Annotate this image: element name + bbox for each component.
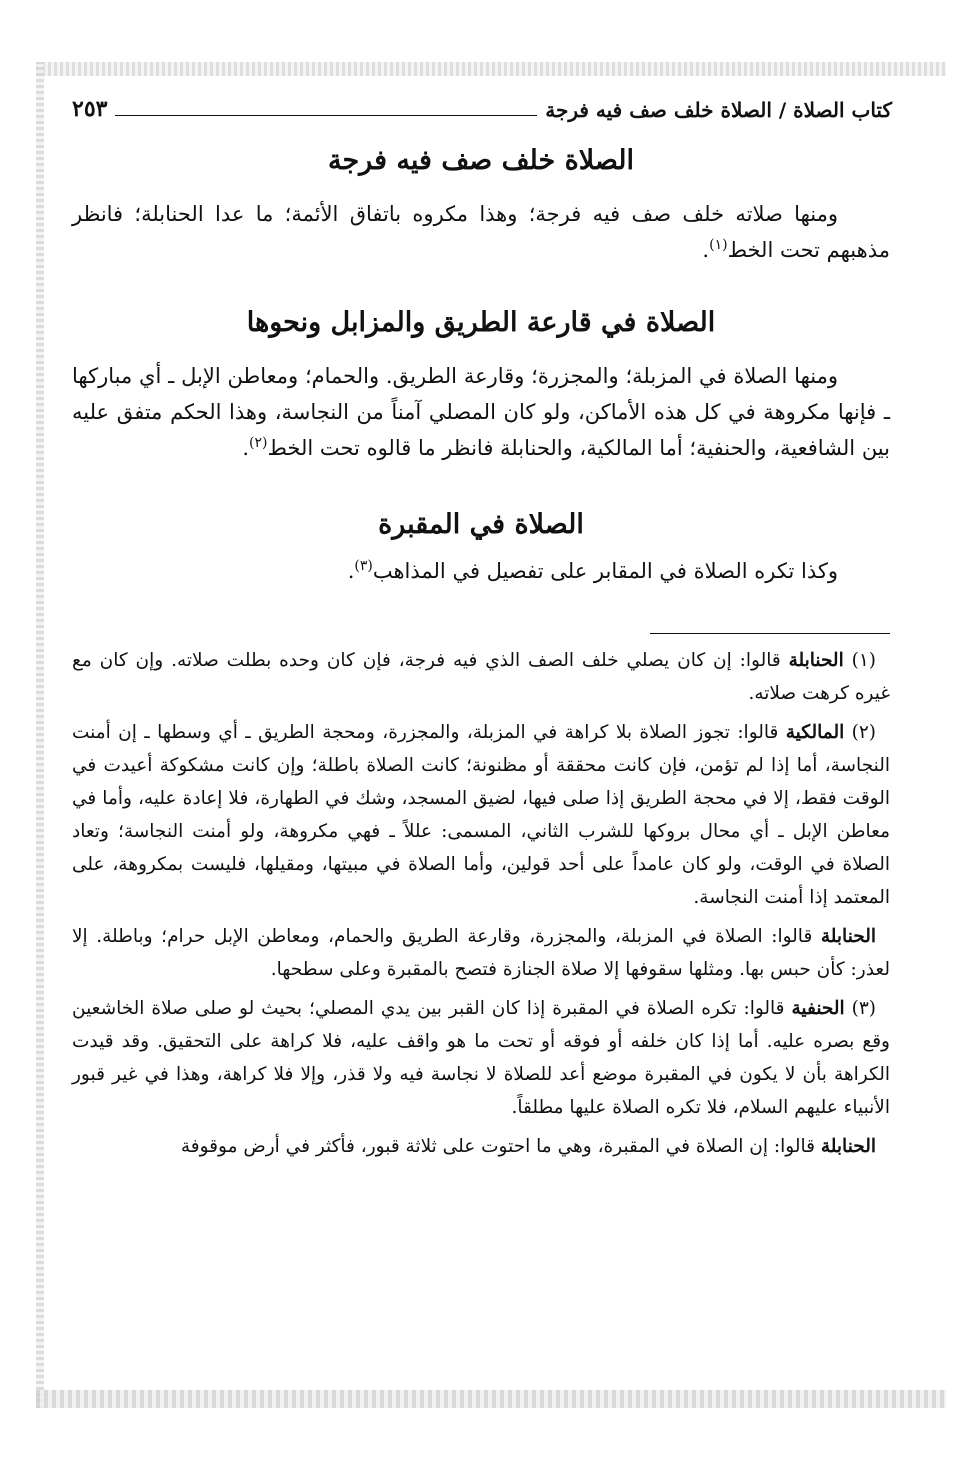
- paragraph-text: وكذا تكره الصلاة في المقابر على تفصيل في المذاهب: [372, 559, 838, 584]
- paragraph-end: .: [242, 435, 250, 460]
- running-header-title: كتاب الصلاة / الصلاة خلف صف فيه فرجة: [545, 98, 892, 122]
- footnote: [72, 644, 890, 710]
- section-paragraph: [72, 196, 890, 268]
- section-heading: الصلاة في قارعة الطريق والمزابل ونحوها: [246, 306, 716, 338]
- paragraph-text: ومنها الصلاة في المزبلة؛ والمجزرة؛ وقارعة الطريق. والحمام؛ ومعاطن الإبل ـ أي مباركها ـ فإنها مكروهة في كل هذه الأماكن، ولو كان المصلي آمناً من النجاسة، وهذا الحكم متفق عليه بين الشافعية، والحنفية؛ أما المالكية، والحنابلة فانظر ما قالوه تحت الخط: [72, 363, 890, 460]
- section-heading: الصلاة خلف صف فيه فرجة: [328, 145, 634, 176]
- section-paragraph: [72, 358, 890, 466]
- paragraph-end: .: [347, 559, 355, 584]
- footnote-reference[interactable]: (٣): [354, 558, 373, 575]
- section-heading: الصلاة في المقبرة: [378, 508, 584, 540]
- decorative-border-top: [36, 62, 946, 76]
- decorative-border-bottom: [36, 1390, 946, 1408]
- footnote: [72, 992, 890, 1124]
- section-paragraph: [72, 553, 890, 589]
- decorative-border-left: [36, 62, 44, 1408]
- footnote-number: (١): [851, 650, 876, 672]
- running-header-rule: [115, 115, 537, 116]
- footnote-school: المالكية: [785, 722, 845, 744]
- footnote-number: (٣): [851, 998, 876, 1020]
- footnote: [72, 1130, 890, 1163]
- footnote-school: الحنابلة: [820, 926, 876, 948]
- running-header: [72, 92, 892, 122]
- footnote-text: قالوا: تجوز الصلاة بلا كراهة في المزبلة، والمجزرة، ومحجة الطريق ـ أي وسطها ـ إن أمنت النجاسة، أما إذا لم تؤمن، فإن كانت محققة أو مظنونة؛ كانت الصلاة باطلة؛ وإن كانت مشكوكة أعيدت في الوقت فقط، إلا في محجة الطريق إذا صلى فيها، لضيق المسجد، وشك في الطهارة، فلا إعادة عليه، وأما في معاطن الإبل ـ أي محال بروكها للشرب الثاني، المسمى: عللاً ـ فهي مكروهة، ولو أمنت النجاسة؛ وتعاد الصلاة في الوقت، ولو كان عامداً على أحد قولين، وأما الصلاة في مبيتها، ومقيلها، فليست بمكروهة، على المعتمد إذا أمنت النجاسة.: [72, 722, 890, 909]
- footnote-school: الحنابلة: [820, 1136, 876, 1158]
- page-number: ٢٥٣: [72, 96, 108, 122]
- footnote-reference[interactable]: (١): [709, 236, 728, 253]
- footnote-text: قالوا: الصلاة في المزبلة، والمجزرة، وقارعة الطريق والحمام، ومعاطن الإبل حرام؛ وباطلة. إلا لعذر: كأن حبس بها. ومثلها سقوفها إلا صلاة الجنازة فتصح بالمقبرة وعلى سطحها.: [72, 926, 890, 981]
- footnote-school: الحنابلة: [788, 650, 844, 672]
- paragraph-end: .: [702, 237, 710, 262]
- main-content: [72, 128, 890, 1169]
- footnote-separator: [650, 633, 890, 634]
- footnotes: [72, 644, 890, 1163]
- footnote-school: الحنفية: [791, 998, 845, 1020]
- footnote-text: قالوا: إن الصلاة في المقبرة، وهي ما احتوت على ثلاثة قبور، فأكثر في أرض موقوفة: [180, 1136, 821, 1158]
- footnote: [72, 716, 890, 914]
- paragraph-text: ومنها صلاته خلف صف فيه فرجة؛ وهذا مكروه باتفاق الأئمة؛ ما عدا الحنابلة؛ فانظر مذهبهم تحت الخط: [72, 201, 890, 262]
- footnote-number: (٢): [851, 722, 876, 744]
- footnote-reference[interactable]: (٢): [249, 434, 268, 451]
- footnote: [72, 920, 890, 986]
- footnote-text: قالوا: إن كان يصلي خلف الصف الذي فيه فرجة، فإن كان وحده بطلت صلاته. وإن كان مع غيره كرهت صلاته.: [72, 650, 890, 705]
- footnote-text: قالوا: تكره الصلاة في المقبرة إذا كان القبر بين يدي المصلي؛ بحيث لو صلى صلاة الخاشعين وقع بصره عليه. أما إذا كان خلفه أو فوقه أو تحت ما هو واقف عليه، فلا كراهة على التحقيق. وقد قيدت الكراهة بأن لا يكون في المقبرة موضع أعد للصلاة لا نجاسة فيه ولا قذر، وإلا فلا كراهة، وهذا في غير قبور الأنبياء عليهم السلام، فلا تكره الصلاة عليها مطلقاً.: [72, 998, 890, 1119]
